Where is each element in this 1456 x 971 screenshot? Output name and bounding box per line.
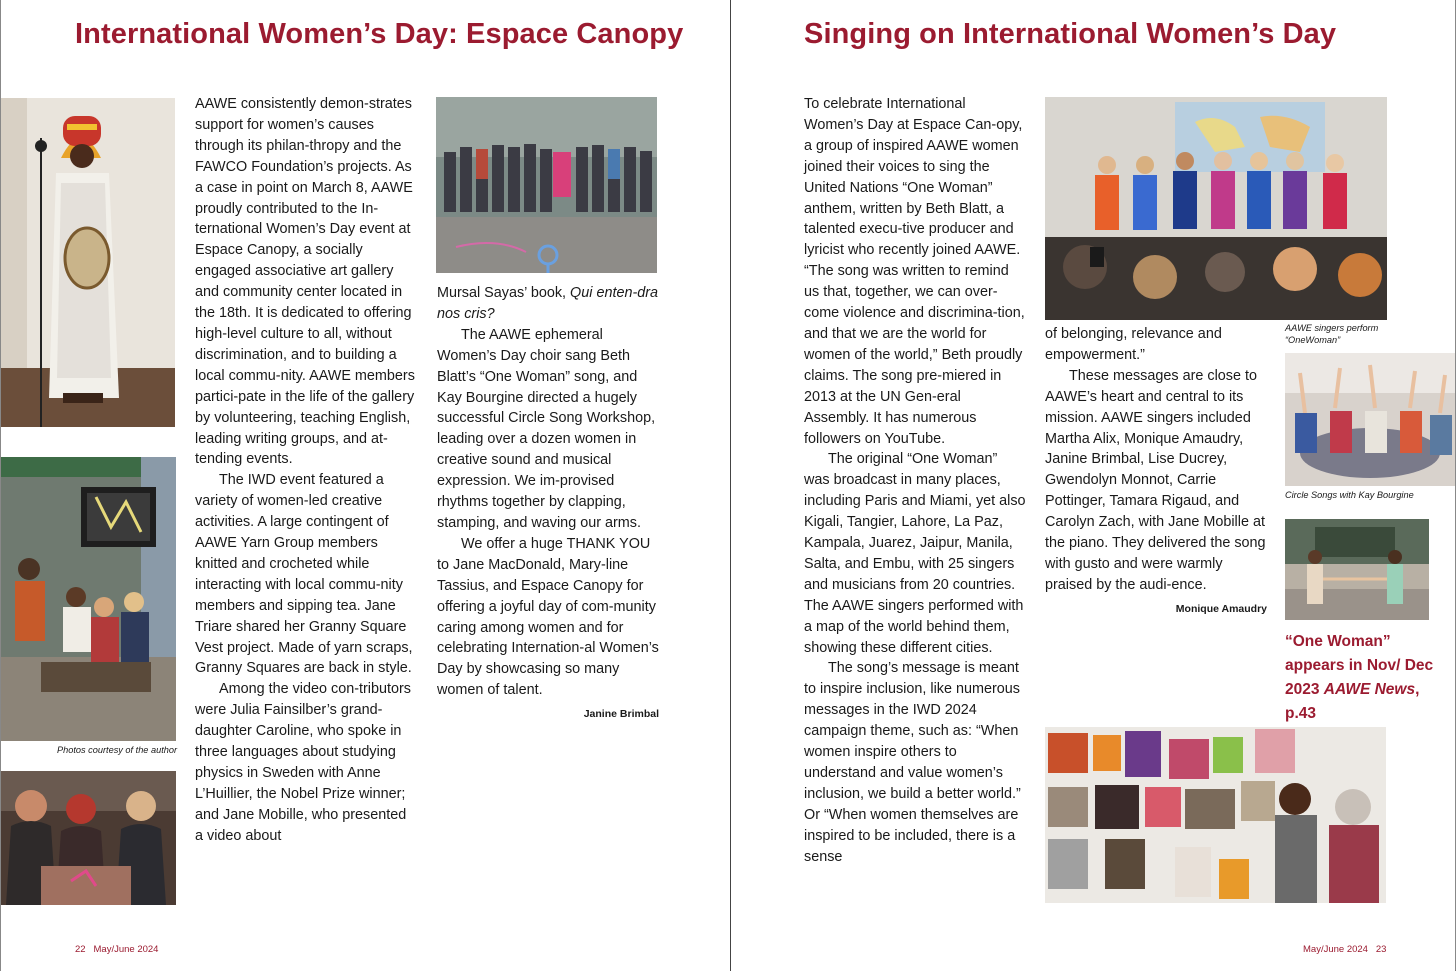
pullquote	[1285, 630, 1445, 726]
paragraph: These messages are close to AAWE’s heart and central to its mission. AAWE singers included Martha Alix, Monique Amaudry, Janine Brimbal, Lise Ducrey, Gwendolyn Monnot, Carrie Pottinger, Tamara Rigaud, and Carolyn Zach, with Jane Mobille at the piano. They delivered the song with gusto and were warmly praised by the audi-ence.	[1045, 367, 1266, 593]
paragraph: The original “One Woman” was broadcast in many places, including Paris and Miami, yet also Kigali, Tangier, Lahore, La Paz, Kampala, Juarez, Jaipur, Manila, Salta, and Embu, with 25 singers and musicians from 20 countries. The AAWE singers performed with a map of the world behind them, showing these different cities.	[804, 451, 1026, 656]
paragraph	[437, 283, 659, 325]
paragraph: We offer a huge THANK YOU to Jane MacDonald, Mary-line Tassius, and Espace Canopy for offering a joyful day of com-munity caring among women and for celebrating Internation-al Women’s Day by showcasing so many women of talent.	[437, 535, 659, 699]
paragraph: Among the video con-tributors were Julia Fainsilber’s grand-daughter Caroline, who spoke in three languages about studying physics in Sweden with Anne L’Huillier, the Nobel Prize winner; and Jane Mobille, who presented a video about	[195, 681, 411, 844]
left-column-2	[437, 283, 659, 721]
paragraph: The IWD event featured a variety of women-led creative activities. A large contingent of AAWE Yarn Group members knitted and crocheted while interacting with local commu-nity members and sipping tea. Jane Triare shared her Granny Square Vest project. Made of yarn scraps, Granny Squares are back in style.	[195, 472, 413, 677]
issue-date: May/June 2024	[1303, 944, 1368, 955]
photo-drummer	[1, 98, 175, 427]
page-number-left	[75, 944, 158, 955]
circle-caption: Circle Songs with Kay Bourgine	[1285, 490, 1414, 500]
paragraph: The song’s message is meant to inspire inclusion, like numerous messages in the IWD 2024 campaign theme, such as: “When women inspire others to understand and value women’s inclusion, we build a better world.” Or “When women themselves are inspired to be included, there is a sense	[804, 660, 1021, 865]
photo-circle-songs	[1285, 353, 1456, 486]
paragraph: of belonging, relevance and empowerment.”	[1045, 326, 1222, 363]
photo-yarn-group	[1, 457, 176, 741]
singers-caption: AAWE singers perform “OneWoman”	[1285, 323, 1379, 345]
paragraph: To celebrate International Women’s Day at Espace Can-opy, a group of inspired AAWE women joined their voices to sing the United Nations “One Woman” anthem, written by Beth Blatt, a talented execu-tive producer and lyricist who recently joined AAWE. “The song was written to remind us that, together, we can over-come violence and discrimina-tion, and that we are the world for women of the world,” Beth proudly claims. The song pre-miered in 2013 at the UN Gen-eral Assembly. It has numerous followers on YouTube.	[804, 96, 1025, 447]
photo-group-outdoors	[436, 97, 657, 273]
right-column-2	[1045, 324, 1267, 616]
pullquote-publication: AAWE News	[1323, 681, 1416, 698]
right-page	[731, 0, 1456, 971]
paragraph: AAWE consistently demon-strates support for women’s causes through its philan-thropy and the FAWCO Foundation’s projects. As a case in point on March 8, AAWE proudly contributed to the In-ternational Women’s Day event at Espace Canopy, a socially engaged associative art gallery and community center located in the 18th. It is dedicated to offering high-level culture to all, without discrimination, and to building a local commu-nity. AAWE members partici-pate in the life of the gallery by volunteering, teaching English, leading writing groups, and at-tending events.	[195, 96, 415, 468]
left-page-title: International Women’s Day: Espace Canopy	[75, 18, 684, 50]
paragraph: The AAWE ephemeral Women’s Day choir sang Beth Blatt’s “One Woman” song, and Kay Bourgine directed a hugely successful Circle Song Workshop, leading over a dozen women in creative sound and musical expression. We im-provised rhythms together by clapping, stamping, and waving our arms.	[437, 326, 656, 531]
photo-dancers	[1285, 519, 1429, 620]
left-column-1	[195, 94, 415, 847]
photo-collage-wall	[1045, 727, 1386, 903]
byline: Monique Amaudry	[1175, 602, 1267, 615]
page-number-right	[1303, 944, 1386, 955]
byline: Janine Brimbal	[583, 708, 659, 721]
page-number: 22	[75, 944, 86, 955]
text: Mursal Sayas’ book,	[437, 285, 571, 301]
page-number: 23	[1375, 944, 1387, 955]
pullquote-text: “One Woman” appears in Nov/ Dec 2023	[1285, 633, 1434, 698]
issue-date: May/June 2024	[93, 944, 159, 955]
photo-singers	[1045, 97, 1387, 320]
pullquote-page: , p.43	[1285, 681, 1420, 722]
right-page-title: Singing on International Women’s Day	[804, 18, 1337, 50]
right-column-1	[804, 94, 1026, 868]
photo-knitting	[1, 771, 176, 905]
book-title: Qui enten-dra nos cris?	[437, 285, 659, 322]
left-photo-caption: Photos courtesy of the author	[57, 745, 178, 755]
